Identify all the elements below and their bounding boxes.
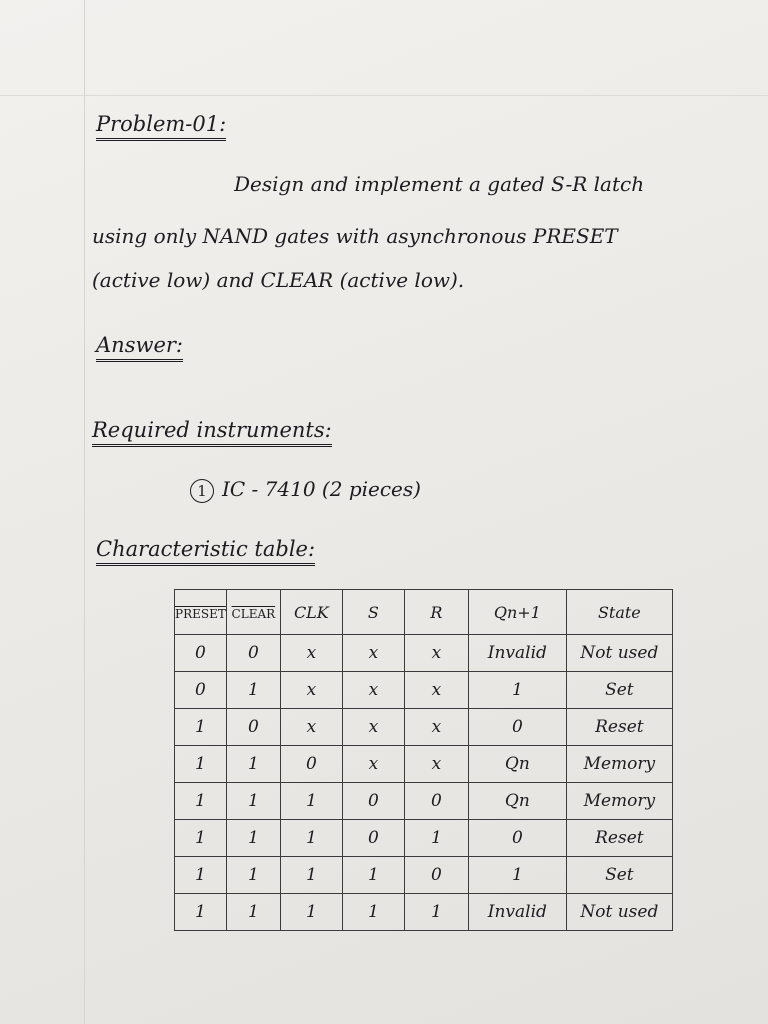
table-cell: x	[342, 635, 404, 672]
table-cell: x	[404, 672, 468, 709]
header-cell: PRESET	[175, 590, 227, 635]
header-cell: Qn+1	[468, 590, 566, 635]
table-cell: Reset	[566, 820, 672, 857]
table-cell: 1	[280, 820, 342, 857]
table-cell: Qn	[468, 783, 566, 820]
table-cell: 1	[175, 894, 227, 931]
table-row	[175, 672, 673, 709]
table-cell: Memory	[566, 746, 672, 783]
header-cell: R	[404, 590, 468, 635]
instrument-item	[190, 477, 421, 503]
ruled-line	[0, 95, 768, 96]
characteristic-table	[174, 589, 673, 931]
table-cell: 1	[226, 857, 280, 894]
table-cell: Not used	[566, 894, 672, 931]
instruments-heading: Required instruments:	[92, 418, 332, 447]
table-cell: 1	[226, 820, 280, 857]
table-cell: 1	[280, 783, 342, 820]
table-heading: Characteristic table:	[96, 537, 315, 566]
table-cell: x	[280, 635, 342, 672]
table-cell: Memory	[566, 783, 672, 820]
table-cell: 0	[404, 857, 468, 894]
table-cell: 1	[175, 709, 227, 746]
table-cell: x	[342, 746, 404, 783]
table-cell: 1	[175, 820, 227, 857]
table-cell: 1	[468, 672, 566, 709]
table-cell: x	[342, 709, 404, 746]
table-cell: 1	[404, 894, 468, 931]
problem-line-2: using only NAND gates with asynchronous PRESET	[92, 224, 618, 248]
table-row	[175, 857, 673, 894]
table-cell: x	[342, 672, 404, 709]
table-row	[175, 709, 673, 746]
table-row	[175, 894, 673, 931]
table-cell: Not used	[566, 635, 672, 672]
table-cell: 0	[226, 635, 280, 672]
table-cell: 1	[226, 894, 280, 931]
table-cell: 1	[280, 857, 342, 894]
table-cell: 0	[468, 820, 566, 857]
table-cell: 1	[468, 857, 566, 894]
table-cell: Set	[566, 672, 672, 709]
table-cell: x	[404, 635, 468, 672]
table-row	[175, 746, 673, 783]
table-cell: 0	[175, 672, 227, 709]
answer-label: Answer:	[96, 333, 183, 362]
table-cell: 1	[226, 746, 280, 783]
item-number: 1	[190, 479, 214, 503]
table-cell: 0	[342, 783, 404, 820]
table-cell: x	[404, 746, 468, 783]
table-cell: 1	[404, 820, 468, 857]
table-header-row	[175, 590, 673, 635]
table-cell: x	[280, 672, 342, 709]
table-cell: 0	[280, 746, 342, 783]
problem-line-1: Design and implement a gated S-R latch	[234, 172, 645, 196]
table-cell: 0	[175, 635, 227, 672]
table-cell: 1	[280, 894, 342, 931]
table-cell: 1	[342, 857, 404, 894]
table-cell: 1	[175, 783, 227, 820]
table-cell: 1	[175, 746, 227, 783]
header-cell: CLK	[280, 590, 342, 635]
table-cell: 1	[226, 672, 280, 709]
table-cell: Set	[566, 857, 672, 894]
table-cell: Invalid	[468, 894, 566, 931]
margin-line	[84, 0, 85, 1024]
table-cell: Invalid	[468, 635, 566, 672]
table-cell: 1	[342, 894, 404, 931]
header-cell: State	[566, 590, 672, 635]
table-cell: 0	[468, 709, 566, 746]
header-cell: S	[342, 590, 404, 635]
table-cell: x	[280, 709, 342, 746]
table-cell: x	[404, 709, 468, 746]
item-text: IC - 7410 (2 pieces)	[222, 477, 421, 501]
header-cell: CLEAR	[226, 590, 280, 635]
table-cell: 0	[226, 709, 280, 746]
problem-title: Problem-01:	[96, 112, 226, 141]
table-cell: 0	[342, 820, 404, 857]
table-row	[175, 820, 673, 857]
table-cell: Reset	[566, 709, 672, 746]
table-row	[175, 783, 673, 820]
table-cell: Qn	[468, 746, 566, 783]
table-cell: 1	[175, 857, 227, 894]
table-cell: 1	[226, 783, 280, 820]
problem-line-3: (active low) and CLEAR (active low).	[92, 268, 465, 292]
table-row	[175, 635, 673, 672]
table-cell: 0	[404, 783, 468, 820]
